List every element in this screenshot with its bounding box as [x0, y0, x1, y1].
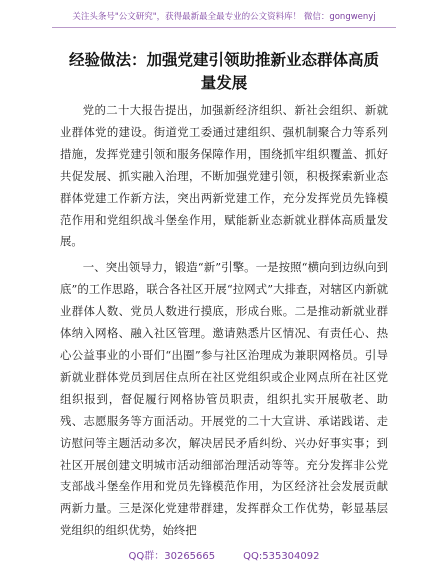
document-body [60, 100, 388, 546]
footer-contact-note [0, 547, 448, 562]
header-divider [52, 27, 396, 28]
footer-qq-number: QQ:535304092 [243, 551, 320, 562]
document-title: 经验做法：加强党建引领助推新业态群体高质量发展 [68, 51, 379, 92]
paragraph-section-1: 一、突出领导力，锻造“新”引擎。一是按照“横向到边纵向到底”的工作思路，联合各社区开展“拉网式”大排查，对辖区内新就业群体人数、党员人数进行摸底，形成台账。二是推动新就业群体纳入网格、融入社区管理。邀请熟悉片区情况、有责任心、热心公益事业的小哥们“出圈”参与社区治理成为兼职网格员。引导新就业群体党员到居住点所在社区党组织或企业网点所在社区党组织报到，督促履行网格协管员职责，组织扎实开展敬老、助残、志愿服务等方面活动。开展党的二十大宣讲、承诺践诺、走访慰问等主题活动多次，解决居民矛盾纠纷、兴办好事实事；到社区开展创建文明城市活动细部治理活动等等。充分发挥非公党支部战斗堡垒作用和党员先锋模范作用，为区经济社会发展贡献两新力量。三是深化党建带群建，发挥群众工作优势，彰显基层党组织的组织优势，始终把 [60, 260, 388, 538]
paragraph-intro: 党的二十大报告提出，加强新经济组织、新社会组织、新就业群体党的建设。街道党工委通过建组织、强机制聚合力等系列措施，发挥党建引领和服务保障作用，围绕抓牢组织覆盖、抓好共促发展、抓实融入治理，不断加强党建引领，积极探索新业态群体党建工作新方法，突出两新党建工作，充分发挥党员先锋模范作用和党组织战斗堡垒作用，赋能新业态新就业群体高质量发展。 [60, 103, 388, 249]
footer-qq-group: QQ群：30265665 [128, 551, 216, 562]
header-promo-note: 关注头条号"公文研究"，获得最新最全最专业的公文资料库！ 微信：gongwenyj [72, 12, 376, 22]
